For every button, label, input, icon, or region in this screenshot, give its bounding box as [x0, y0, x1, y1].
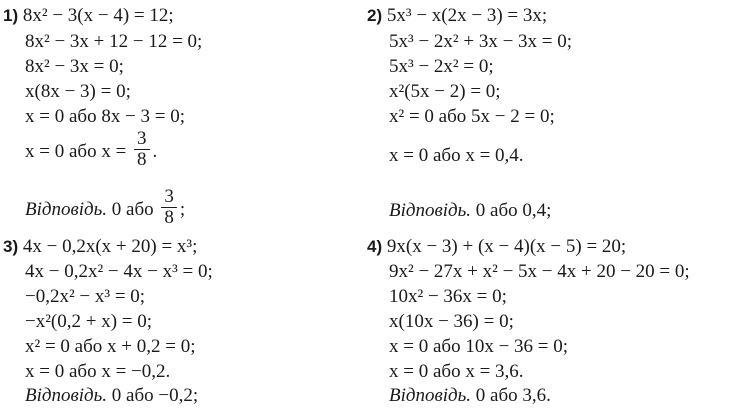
- equation-line: x² = 0 або x + 0,2 = 0;: [25, 336, 196, 357]
- fraction-numerator: 3: [134, 129, 150, 150]
- answer-line: [389, 386, 551, 405]
- equation-line: [367, 6, 547, 25]
- equation-line: [3, 237, 197, 256]
- equation-line: x(8x − 3) = 0;: [25, 81, 131, 102]
- fraction-numerator: 3: [161, 187, 177, 208]
- answer-line: [389, 201, 551, 220]
- answer-line: [25, 386, 198, 405]
- fraction-denominator: 8: [137, 148, 147, 170]
- answer-text: 0 або 0,4;: [471, 200, 552, 221]
- equation-line: x = 0 або 8x − 3 = 0;: [25, 106, 186, 127]
- equation-line: [3, 6, 174, 25]
- problem-number: 4): [367, 237, 383, 256]
- answer-text: 0 або −0,2;: [107, 385, 199, 406]
- answer-text: 0 або: [107, 198, 159, 220]
- fraction-denominator: 8: [164, 206, 174, 228]
- equation-line: x = 0 або 10x − 36 = 0;: [389, 336, 569, 357]
- equation-line: x²(5x − 2) = 0;: [389, 81, 501, 102]
- problem-number: 3): [3, 237, 19, 256]
- equation-text: 5x³ − x(2x − 3) = 3x;: [386, 5, 548, 26]
- problem-number: 2): [367, 6, 383, 25]
- equation-line: −0,2x² − x³ = 0;: [25, 286, 146, 307]
- answer-label: Відповідь.: [25, 385, 108, 406]
- equation-line: x = 0 або x = 0,4.: [389, 145, 524, 166]
- equation-line: 8x² − 3x = 0;: [25, 56, 124, 77]
- fraction: [134, 129, 150, 170]
- equation-line: [367, 237, 626, 256]
- equation-line: x(10x − 36) = 0;: [389, 311, 514, 332]
- equation-line: 5x³ − 2x² = 0;: [389, 56, 494, 77]
- equation-line: [25, 128, 158, 173]
- equation-line: x² = 0 або 5x − 2 = 0;: [389, 106, 555, 127]
- answer-label: Відповідь.: [389, 200, 472, 221]
- equation-line: 9x² − 27x + x² − 5x − 4x + 20 − 20 = 0;: [389, 261, 690, 282]
- equation-text: .: [152, 140, 158, 162]
- equation-line: 4x − 0,2x² − 4x − x³ = 0;: [25, 261, 213, 282]
- equation-text: x = 0 або x =: [25, 140, 132, 162]
- equation-line: x = 0 або x = 3,6.: [389, 361, 524, 382]
- equation-text: 9x(x − 3) + (x − 4)(x − 5) = 20;: [386, 236, 627, 257]
- answer-text: 0 або 3,6.: [471, 385, 551, 406]
- equation-text: 8x² − 3(x − 4) = 12;: [22, 5, 174, 26]
- equation-line: −x²(0,2 + x) = 0;: [25, 311, 153, 332]
- equation-line: 5x³ − 2x² + 3x − 3x = 0;: [389, 31, 573, 52]
- problem-number: 1): [3, 6, 19, 25]
- equation-line: 8x² − 3x + 12 − 12 = 0;: [25, 31, 203, 52]
- fraction: [161, 187, 177, 228]
- answer-line: [25, 186, 186, 231]
- answer-label: Відповідь.: [25, 198, 108, 220]
- equation-text: 4x − 0,2x(x + 20) = x³;: [22, 236, 198, 257]
- answer-text: ;: [179, 198, 186, 220]
- equation-line: x = 0 або x = −0,2.: [25, 361, 171, 382]
- equation-line: 10x² − 36x = 0;: [389, 286, 507, 307]
- answer-label: Відповідь.: [389, 385, 472, 406]
